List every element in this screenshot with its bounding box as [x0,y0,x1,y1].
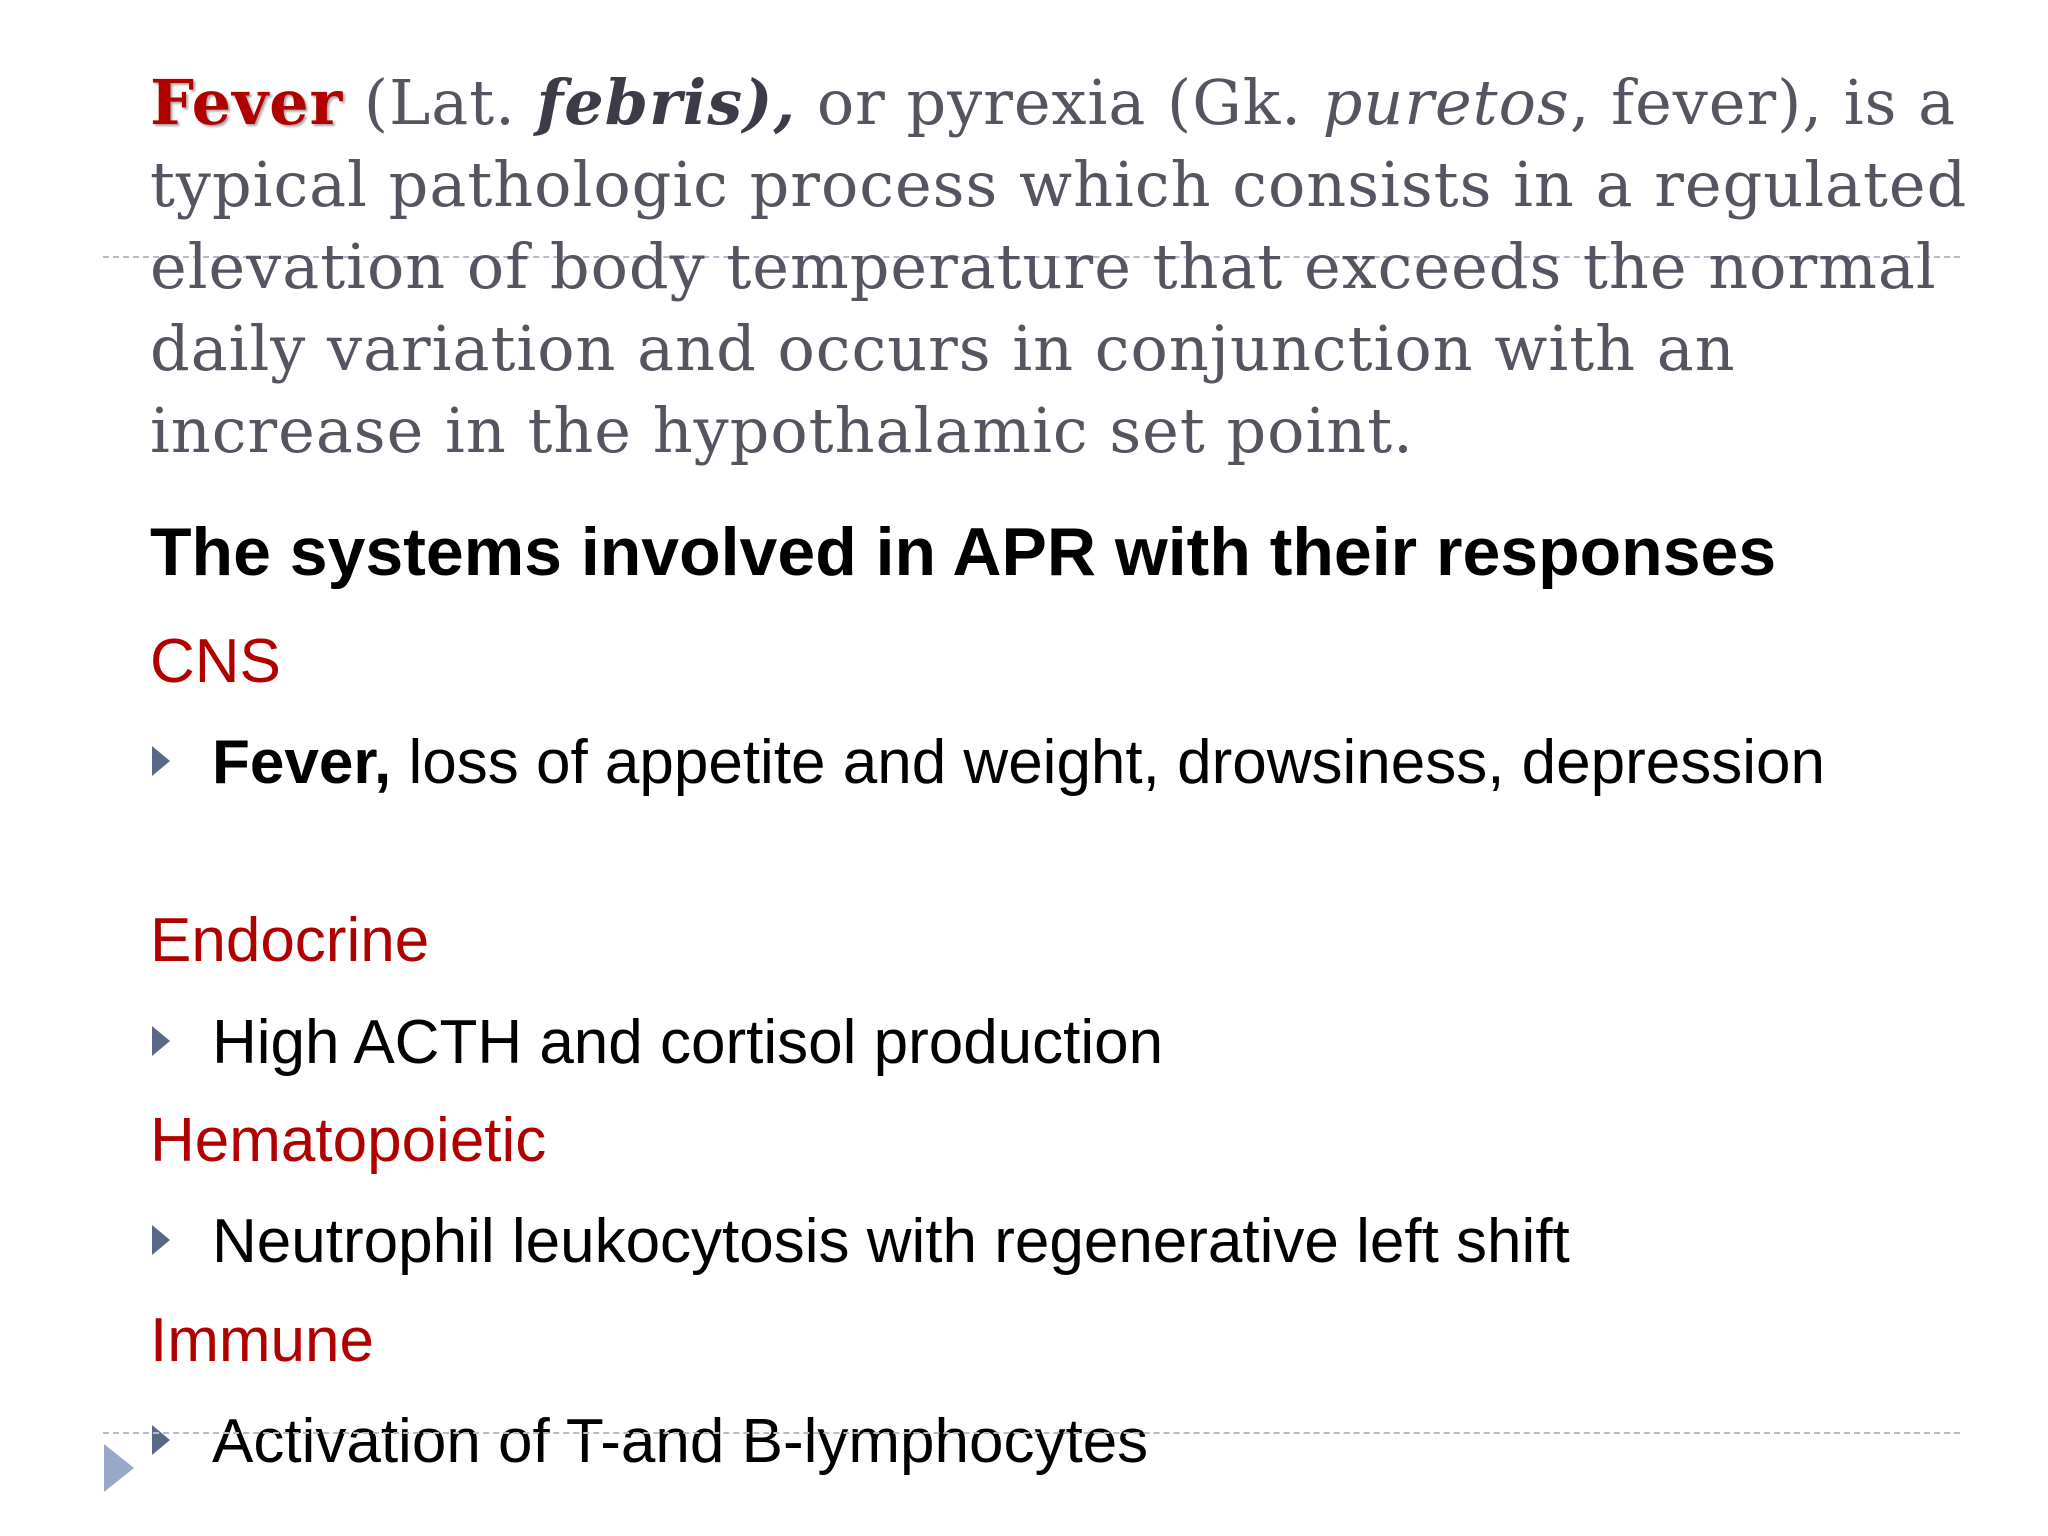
bullet-text: High ACTH and cortisol production [212,1008,1164,1077]
bullet-body: loss of appetite and weight, drowsiness, depression [391,728,1825,797]
bullet-triangle-icon [152,1225,170,1255]
system-label-cns: CNS [150,627,281,696]
definition-text-part-3: , fever), is a typical pathologic process which consists in a regulated elevation of body temperature that exceeds the normal daily variation and occurs in conjunction with an increase in the hypothalamic set point. [150,66,1968,467]
bullet-lead: Fever, [212,728,392,797]
bullet-item-endocrine [150,1002,1950,1084]
bullet-triangle-icon [152,1026,170,1056]
definition-paragraph [150,62,1990,472]
divider-bottom [103,1432,1960,1434]
system-label-immune: Immune [150,1306,374,1375]
bullet-text: Activation of T-and B-lymphocytes [212,1407,1149,1476]
bullet-text [212,722,1950,804]
bullet-triangle-icon [152,1425,170,1455]
system-label-hematopoietic: Hematopoietic [150,1106,547,1175]
bullet-triangle-icon [152,746,170,776]
latin-term: febris), [536,66,797,139]
definition-text-part-1: (Lat. [343,66,537,139]
bullet-item-hematopoietic [150,1201,1950,1283]
section-heading: The systems involved in APR with their responses [150,514,1777,590]
greek-term: puretos [1322,66,1570,139]
corner-triangle-icon [104,1444,134,1492]
definition-text-part-2: or pyrexia (Gk. [796,66,1323,139]
system-label-endocrine: Endocrine [150,906,430,975]
defined-term: Fever [150,66,344,139]
bullet-item-cns [150,722,1950,804]
bullet-text: Neutrophil leukocytosis with regenerative left shift [212,1207,1570,1276]
bullet-item-immune [150,1401,1950,1483]
